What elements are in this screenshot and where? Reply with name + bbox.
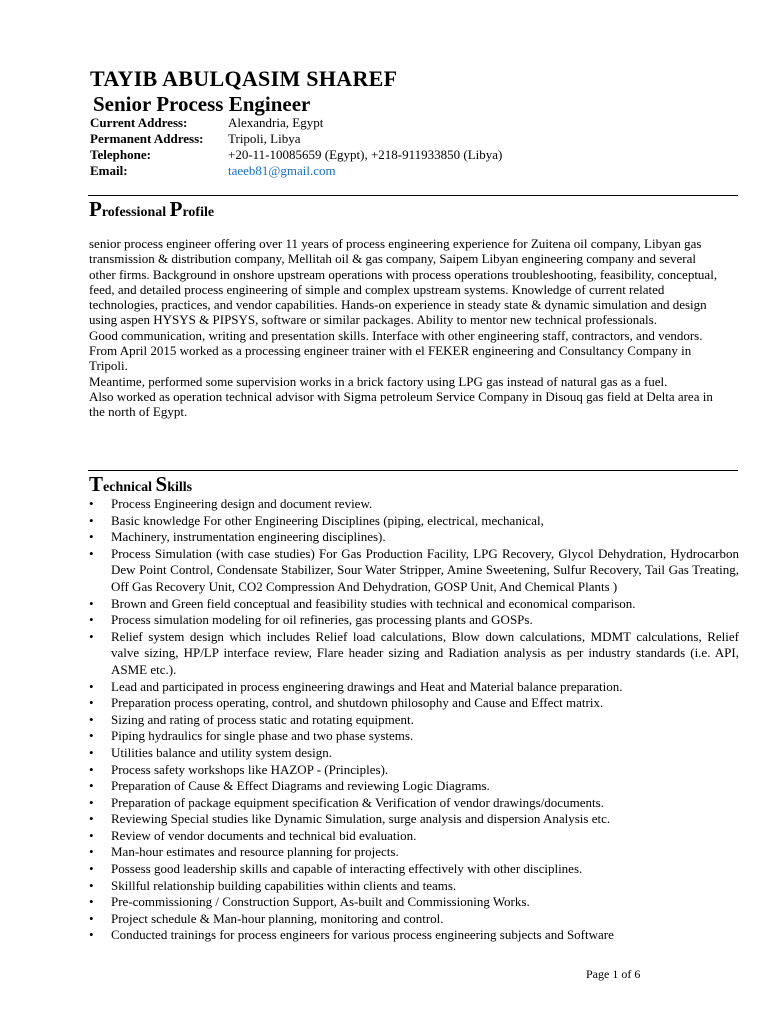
job-title: Senior Process Engineer	[93, 92, 311, 116]
list-item: • Process simulation modeling for oil refineries, gas processing plants and GOSPs.	[89, 612, 739, 629]
list-item: • Preparation of package equipment specification & Verification of vendor drawings/documents.	[89, 795, 739, 812]
contact-label: Current Address:	[90, 115, 188, 130]
heading-initial: S	[155, 472, 168, 496]
contact-row-telephone	[90, 147, 502, 163]
contact-row-permanent-address	[90, 131, 502, 147]
list-item: • Machinery, instrumentation engineering disciplines).	[89, 529, 739, 546]
list-item: • Process safety workshops like HAZOP - (Principles).	[89, 762, 739, 779]
profile-paragraph: Also worked as operation technical advisor with Sigma petroleum Service Company in Disouq gas field at Delta area in the north of Egypt.	[89, 388, 713, 420]
candidate-name: TAYIB ABULQASIM SHAREF	[90, 66, 398, 91]
list-item: • Preparation process operating, control, and shutdown philosophy and Cause and Effect matrix.	[89, 695, 739, 712]
contact-value: Alexandria, Egypt	[228, 115, 324, 130]
page-number: Page 1 of 6	[586, 967, 641, 981]
list-item: • Brown and Green field conceptual and feasibility studies with technical and economical comparison.	[89, 596, 739, 613]
contact-label: Telephone:	[90, 147, 151, 162]
section-divider	[88, 195, 738, 196]
heading-rest: kills	[167, 480, 193, 495]
list-item: • Man-hour estimates and resource planning for projects.	[89, 844, 739, 861]
contact-row-email	[90, 163, 502, 179]
list-item: • Conducted trainings for process engineers for various process engineering subjects and Software	[89, 927, 739, 944]
list-item: • Skillful relationship building capabilities within clients and teams.	[89, 878, 739, 895]
list-item: • Possess good leadership skills and capable of interacting effectively with other disciplines.	[89, 861, 739, 878]
section-divider	[88, 470, 738, 471]
list-item: • Utilities balance and utility system design.	[89, 745, 739, 762]
list-item: • Preparation of Cause & Effect Diagrams and reviewing Logic Diagrams.	[89, 778, 739, 795]
contact-value: +20-11-10085659 (Egypt), +218-911933850 (Libya)	[228, 147, 503, 162]
technical-skills-list	[89, 496, 739, 944]
contact-label: Email:	[90, 163, 128, 178]
heading-rest: echnical	[103, 480, 156, 495]
list-item: • Reviewing Special studies like Dynamic Simulation, surge analysis and dispersion Analysis etc.	[89, 811, 739, 828]
list-item: • Process Simulation (with case studies) For Gas Production Facility, LPG Recovery, Glycol Dehydration, Hydrocarbon Dew Point Control, Condensate Stabilizer, Sour Water Stripper, Amine Sweetening, Sulfur Recovery, Tail Gas Treating, Off Gas Recovery Unit, CO2 Compression And Dehydration, GOSP Unit, And Chemical Plants )	[89, 546, 739, 596]
contact-value: Tripoli, Libya	[228, 131, 301, 146]
list-item: • Process Engineering design and document review.	[89, 496, 739, 513]
heading-rest: rofile	[182, 205, 215, 220]
heading-initial: P	[169, 197, 183, 221]
profile-paragraph: Good communication, writing and presentation skills. Interface with other engineering staff, contractors, and vendors.	[89, 327, 703, 343]
list-item: • Review of vendor documents and technical bid evaluation.	[89, 828, 739, 845]
profile-paragraph: From April 2015 worked as a processing engineer trainer with el FEKER engineering and Consultancy Company in Tripoli.	[89, 343, 692, 374]
profile-paragraph: Meantime, performed some supervision works in a brick factory using LPG gas instead of natural gas as a fuel.	[89, 373, 668, 389]
professional-profile-heading	[89, 197, 214, 222]
professional-profile-text	[89, 236, 719, 420]
email-link[interactable]: taeeb81@gmail.com	[228, 163, 336, 178]
list-item: • Project schedule & Man-hour planning, monitoring and control.	[89, 911, 739, 928]
contact-row-current-address	[90, 115, 502, 131]
profile-paragraph: senior process engineer offering over 11 years of process engineering experience for Zuitena oil company, Libyan gas transmission & distribution company, Mellitah oil & gas company, Saipem Libyan engineering company and several other firms. Background in onshore upstream operations with process operations troubleshooting, feasibility, conceptual, feed, and detailed process engineering of simple and complex upstream systems. Knowledge of current related technologies, practices, and vendor capabilities. Hands-on experience in steady state & dynamic simulation and design using aspen HYSYS & PIPSYS, software or similar packages. Ability to mentor new technical professionals.	[89, 236, 718, 328]
heading-initial: T	[89, 472, 104, 496]
heading-initial: P	[89, 197, 102, 221]
contact-block	[90, 115, 502, 179]
list-item: • Piping hydraulics for single phase and two phase systems.	[89, 728, 739, 745]
list-item: • Sizing and rating of process static and rotating equipment.	[89, 712, 739, 729]
heading-rest: rofessional	[101, 205, 170, 220]
contact-label: Permanent Address:	[90, 131, 204, 146]
list-item: • Basic knowledge For other Engineering Disciplines (piping, electrical, mechanical,	[89, 513, 739, 530]
technical-skills-heading	[89, 472, 192, 497]
list-item: • Pre-commissioning / Construction Support, As-built and Commissioning Works.	[89, 894, 739, 911]
list-item: • Relief system design which includes Relief load calculations, Blow down calculations, MDMT calculations, Relief valve sizing, HP/LP interface review, Flare header sizing and Radiation analysis as per industry standards (i.e. API, ASME etc.).	[89, 629, 739, 679]
list-item: • Lead and participated in process engineering drawings and Heat and Material balance preparation.	[89, 679, 739, 696]
